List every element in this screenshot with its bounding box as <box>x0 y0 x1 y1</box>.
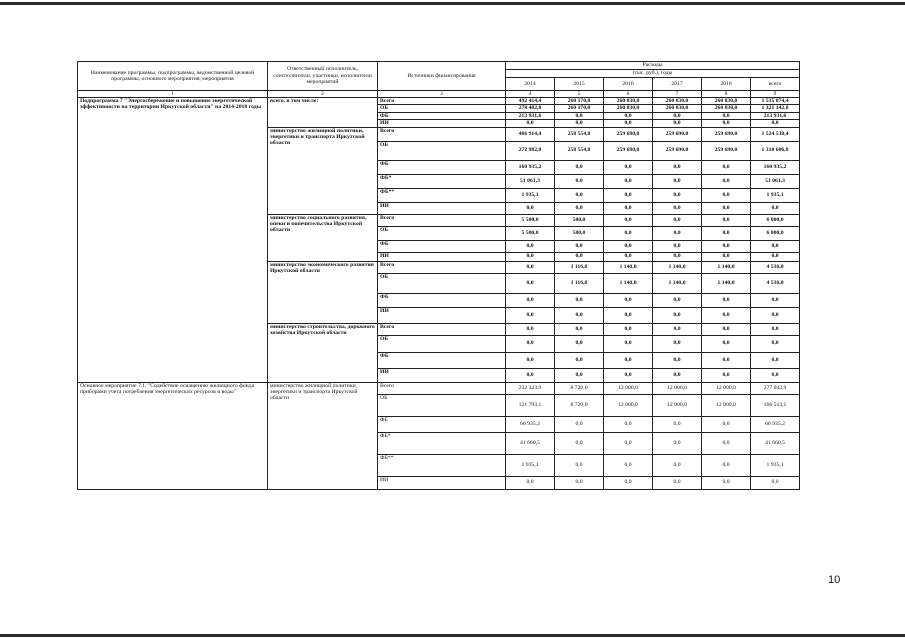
amount-cell: 0,0 <box>653 174 702 188</box>
amount-cell: 0,0 <box>751 368 800 382</box>
column-index-1: 1 <box>78 91 268 98</box>
amount-cell: 0,0 <box>702 476 751 489</box>
amount-cell: 260 830,0 <box>604 105 653 112</box>
amount-cell: 0,0 <box>604 432 653 454</box>
amount-cell: 0,0 <box>751 252 800 261</box>
amount-cell: 259 690,0 <box>653 141 702 160</box>
funding-source-cell: Всего <box>378 127 506 141</box>
amount-cell: 492 414,4 <box>506 98 555 105</box>
amount-cell: 1 140,0 <box>702 261 751 273</box>
amount-cell: 41 660,5 <box>506 432 555 454</box>
amount-cell: 0,0 <box>702 214 751 226</box>
amount-cell: 1 140,0 <box>604 261 653 273</box>
amount-cell: 12 000,0 <box>702 382 751 394</box>
page-top-border <box>0 2 905 5</box>
amount-cell: 5 500,0 <box>506 214 555 226</box>
amount-cell: 500,0 <box>555 214 604 226</box>
amount-cell: 0,0 <box>702 368 751 382</box>
amount-cell: 0,0 <box>702 112 751 119</box>
amount-cell: 0,0 <box>555 416 604 432</box>
funding-source-cell: Всего <box>378 261 506 273</box>
amount-cell: 1 321 142,8 <box>751 105 800 112</box>
amount-cell: 232 323,9 <box>506 382 555 394</box>
amount-cell: 0,0 <box>702 202 751 214</box>
amount-cell: 0,0 <box>555 174 604 188</box>
amount-cell: 0,0 <box>604 120 653 127</box>
funding-source-cell: ФБ* <box>378 432 506 454</box>
amount-cell: 258 554,0 <box>555 127 604 141</box>
amount-cell: 0,0 <box>604 188 653 202</box>
amount-cell: 0,0 <box>604 335 653 352</box>
amount-cell: 0,0 <box>653 307 702 323</box>
amount-cell: 0,0 <box>702 352 751 368</box>
amount-cell: 0,0 <box>604 240 653 252</box>
funding-source-cell: Всего <box>378 323 506 335</box>
header-year-2: 2016 <box>604 78 653 91</box>
funding-source-cell: ФБ** <box>378 454 506 476</box>
amount-cell: 0,0 <box>555 160 604 174</box>
header-year-4: 2018 <box>702 78 751 91</box>
funding-source-cell: Всего <box>378 214 506 226</box>
amount-cell: 0,0 <box>751 307 800 323</box>
amount-cell: 0,0 <box>653 252 702 261</box>
program-name-cell: Основное мероприятие 7.1. "Содействие оснащению жилищного фонда приборами учета потребления энергетических ресурсов и воды" <box>78 382 268 489</box>
amount-cell: 0,0 <box>702 120 751 127</box>
amount-cell: 0,0 <box>604 307 653 323</box>
program-name-cell: Подпрограмма 7 "Энергосбережение и повышение энергетической эффективности на территории Иркутской области" на 2014-2018 годы <box>78 98 268 383</box>
funding-source-cell: ФБ <box>378 416 506 432</box>
funding-source-cell: ФБ** <box>378 188 506 202</box>
amount-cell: 121 793,1 <box>506 394 555 416</box>
amount-cell: 0,0 <box>506 476 555 489</box>
table-row <box>78 382 800 394</box>
amount-cell: 0,0 <box>604 202 653 214</box>
amount-cell: 0,0 <box>653 368 702 382</box>
amount-cell: 0,0 <box>653 112 702 119</box>
amount-cell: 0,0 <box>555 352 604 368</box>
amount-cell: 160 935,2 <box>506 160 555 174</box>
column-index-3: 3 <box>378 91 506 98</box>
amount-cell: 66 935,2 <box>506 416 555 432</box>
funding-source-cell: ФБ <box>378 293 506 307</box>
amount-cell: 51 061,3 <box>506 174 555 188</box>
amount-cell: 12 000,0 <box>653 382 702 394</box>
amount-cell: 0,0 <box>506 120 555 127</box>
funding-source-cell: ИИ <box>378 368 506 382</box>
amount-cell: 0,0 <box>653 454 702 476</box>
page-bottom-border <box>0 634 905 637</box>
amount-cell: 0,0 <box>506 202 555 214</box>
amount-cell: 8 720,0 <box>555 382 604 394</box>
funding-source-cell: Всего <box>378 98 506 105</box>
amount-cell: 0,0 <box>506 293 555 307</box>
amount-cell: 0,0 <box>604 226 653 240</box>
header-year-1: 2015 <box>555 78 604 91</box>
amount-cell: 0,0 <box>506 352 555 368</box>
amount-cell: 260 830,0 <box>653 98 702 105</box>
header-funding-source: Источники финансирования <box>378 62 506 91</box>
amount-cell: 1 140,0 <box>653 273 702 293</box>
amount-cell: 0,0 <box>555 368 604 382</box>
amount-cell: 12 000,0 <box>604 394 653 416</box>
amount-cell: 0,0 <box>751 240 800 252</box>
column-index-5: 5 <box>555 91 604 98</box>
amount-cell: 0,0 <box>702 160 751 174</box>
amount-cell: 0,0 <box>555 293 604 307</box>
amount-cell: 0,0 <box>653 226 702 240</box>
amount-cell: 0,0 <box>653 160 702 174</box>
amount-cell: 0,0 <box>506 368 555 382</box>
funding-source-cell: ОБ <box>378 394 506 416</box>
amount-cell: 1 140,0 <box>702 273 751 293</box>
amount-cell: 0,0 <box>555 307 604 323</box>
amount-cell: 0,0 <box>604 214 653 226</box>
amount-cell: 1 116,0 <box>555 261 604 273</box>
amount-cell: 278 482,8 <box>506 105 555 112</box>
amount-cell: 0,0 <box>751 352 800 368</box>
header-executor: Ответственный исполнитель, соисполнители, участники, исполнители мероприятий <box>268 62 378 91</box>
amount-cell: 0,0 <box>702 293 751 307</box>
funding-source-cell: ФБ <box>378 112 506 119</box>
amount-cell: 166 513,1 <box>751 394 800 416</box>
amount-cell: 0,0 <box>506 252 555 261</box>
amount-cell: 0,0 <box>604 174 653 188</box>
header-year-3: 2017 <box>653 78 702 91</box>
amount-cell: 1 116,0 <box>555 273 604 293</box>
column-index-9: 9 <box>751 91 800 98</box>
column-index-row <box>78 91 800 98</box>
amount-cell: 1 935,1 <box>506 188 555 202</box>
amount-cell: 260 830,0 <box>702 98 751 105</box>
executor-cell: министерство жилищной политики, энергетики и транспорта Иркутской области <box>268 382 378 489</box>
executor-cell: министерство строительства, дорожного хозяйства Иркутской области <box>268 323 378 382</box>
amount-cell: 0,0 <box>702 335 751 352</box>
amount-cell: 260 170,0 <box>555 98 604 105</box>
amount-cell: 0,0 <box>751 476 800 489</box>
amount-cell: 1 935,1 <box>751 454 800 476</box>
amount-cell: 51 061,3 <box>751 174 800 188</box>
amount-cell: 0,0 <box>653 476 702 489</box>
amount-cell: 0,0 <box>653 416 702 432</box>
amount-cell: 0,0 <box>751 293 800 307</box>
amount-cell: 0,0 <box>604 368 653 382</box>
amount-cell: 0,0 <box>653 120 702 127</box>
amount-cell: 0,0 <box>555 476 604 489</box>
funding-source-cell: ИИ <box>378 252 506 261</box>
amount-cell: 0,0 <box>604 293 653 307</box>
amount-cell: 500,0 <box>555 226 604 240</box>
document-page <box>77 61 799 490</box>
amount-cell: 0,0 <box>555 432 604 454</box>
amount-cell: 0,0 <box>751 335 800 352</box>
column-index-7: 7 <box>653 91 702 98</box>
amount-cell: 0,0 <box>555 454 604 476</box>
amount-cell: 213 931,6 <box>506 112 555 119</box>
amount-cell: 0,0 <box>604 476 653 489</box>
amount-cell: 213 931,6 <box>751 112 800 119</box>
amount-cell: 0,0 <box>506 273 555 293</box>
amount-cell: 0,0 <box>751 323 800 335</box>
funding-source-cell: ОБ <box>378 105 506 112</box>
amount-cell: 0,0 <box>702 252 751 261</box>
amount-cell: 0,0 <box>604 323 653 335</box>
amount-cell: 0,0 <box>555 240 604 252</box>
amount-cell: 1 935,1 <box>751 188 800 202</box>
column-index-2: 2 <box>268 91 378 98</box>
amount-cell: 0,0 <box>506 323 555 335</box>
amount-cell: 260 830,0 <box>604 98 653 105</box>
amount-cell: 0,0 <box>555 202 604 214</box>
amount-cell: 4 536,0 <box>751 273 800 293</box>
funding-source-cell: Всего <box>378 382 506 394</box>
amount-cell: 12 000,0 <box>653 394 702 416</box>
amount-cell: 0,0 <box>604 352 653 368</box>
amount-cell: 272 982,8 <box>506 141 555 160</box>
amount-cell: 0,0 <box>555 252 604 261</box>
amount-cell: 0,0 <box>604 454 653 476</box>
funding-source-cell: ФБ <box>378 352 506 368</box>
amount-cell: 5 500,0 <box>506 226 555 240</box>
amount-cell: 0,0 <box>506 261 555 273</box>
amount-cell: 0,0 <box>506 335 555 352</box>
amount-cell: 260 170,0 <box>555 105 604 112</box>
amount-cell: 0,0 <box>604 160 653 174</box>
column-index-4: 4 <box>506 91 555 98</box>
amount-cell: 6 000,0 <box>751 214 800 226</box>
amount-cell: 0,0 <box>555 120 604 127</box>
amount-cell: 0,0 <box>751 120 800 127</box>
amount-cell: 259 690,0 <box>653 127 702 141</box>
amount-cell: 0,0 <box>702 188 751 202</box>
amount-cell: 259 690,0 <box>604 127 653 141</box>
header-units: (тыс. руб.), годы <box>506 70 800 78</box>
amount-cell: 0,0 <box>653 323 702 335</box>
amount-cell: 4 536,0 <box>751 261 800 273</box>
amount-cell: 486 914,4 <box>506 127 555 141</box>
amount-cell: 0,0 <box>653 432 702 454</box>
amount-cell: 0,0 <box>702 226 751 240</box>
amount-cell: 160 935,2 <box>751 160 800 174</box>
amount-cell: 66 935,2 <box>751 416 800 432</box>
amount-cell: 0,0 <box>702 454 751 476</box>
amount-cell: 259 690,0 <box>604 141 653 160</box>
amount-cell: 6 000,0 <box>751 226 800 240</box>
amount-cell: 1 140,0 <box>604 273 653 293</box>
amount-cell: 0,0 <box>555 112 604 119</box>
amount-cell: 0,0 <box>653 352 702 368</box>
funding-source-cell: ФБ* <box>378 174 506 188</box>
amount-cell: 0,0 <box>653 214 702 226</box>
executor-cell: министерство жилищной политики, энергетики и транспорта Иркутской области <box>268 127 378 214</box>
amount-cell: 0,0 <box>555 335 604 352</box>
amount-cell: 1 524 538,4 <box>751 127 800 141</box>
amount-cell: 0,0 <box>604 416 653 432</box>
amount-cell: 0,0 <box>702 307 751 323</box>
amount-cell: 259 690,0 <box>702 141 751 160</box>
amount-cell: 0,0 <box>702 416 751 432</box>
table-body <box>78 98 800 490</box>
amount-cell: 258 554,0 <box>555 141 604 160</box>
header-year-0: 2014 <box>506 78 555 91</box>
page-number: 10 <box>828 574 841 586</box>
amount-cell: 1 140,0 <box>653 261 702 273</box>
funding-source-cell: ИИ <box>378 476 506 489</box>
column-index-8: 8 <box>702 91 751 98</box>
amount-cell: 260 830,0 <box>653 105 702 112</box>
funding-source-cell: ФБ <box>378 160 506 174</box>
amount-cell: 1 310 606,8 <box>751 141 800 160</box>
amount-cell: 0,0 <box>506 307 555 323</box>
amount-cell: 0,0 <box>702 240 751 252</box>
funding-source-cell: ФБ <box>378 240 506 252</box>
amount-cell: 41 660,5 <box>751 432 800 454</box>
amount-cell: 0,0 <box>506 240 555 252</box>
funding-source-cell: ИИ <box>378 307 506 323</box>
amount-cell: 0,0 <box>702 323 751 335</box>
amount-cell: 0,0 <box>653 293 702 307</box>
amount-cell: 0,0 <box>555 188 604 202</box>
amount-cell: 0,0 <box>653 188 702 202</box>
amount-cell: 12 000,0 <box>604 382 653 394</box>
amount-cell: 0,0 <box>653 202 702 214</box>
amount-cell: 8 720,0 <box>555 394 604 416</box>
executor-cell: всего, в том числе: <box>268 98 378 128</box>
amount-cell: 0,0 <box>653 335 702 352</box>
funding-source-cell: ОБ <box>378 141 506 160</box>
header-year-5: всего <box>751 78 800 91</box>
amount-cell: 0,0 <box>702 432 751 454</box>
executor-cell: министерство социального развития, опеки и попечительства Иркутской области <box>268 214 378 261</box>
amount-cell: 0,0 <box>555 323 604 335</box>
amount-cell: 260 830,0 <box>702 105 751 112</box>
funding-source-cell: ИИ <box>378 120 506 127</box>
expenses-table <box>77 61 800 490</box>
amount-cell: 259 690,0 <box>702 127 751 141</box>
amount-cell: 0,0 <box>702 174 751 188</box>
amount-cell: 0,0 <box>604 112 653 119</box>
amount-cell: 0,0 <box>653 240 702 252</box>
header-program-name: Наименование программы, подпрограммы, ведомственной целевой программы, основного мероприятия, мероприятия <box>78 62 268 91</box>
header-expenses: Расходы <box>506 62 800 70</box>
table-row <box>78 98 800 105</box>
amount-cell: 277 043,9 <box>751 382 800 394</box>
amount-cell: 1 935,1 <box>506 454 555 476</box>
funding-source-cell: ОБ <box>378 335 506 352</box>
funding-source-cell: ИИ <box>378 202 506 214</box>
amount-cell: 0,0 <box>751 202 800 214</box>
amount-cell: 12 000,0 <box>702 394 751 416</box>
amount-cell: 1 535 074,4 <box>751 98 800 105</box>
column-index-6: 6 <box>604 91 653 98</box>
amount-cell: 0,0 <box>604 252 653 261</box>
funding-source-cell: ОБ <box>378 226 506 240</box>
funding-source-cell: ОБ <box>378 273 506 293</box>
executor-cell: министерство экономического развития Иркутской области <box>268 261 378 323</box>
